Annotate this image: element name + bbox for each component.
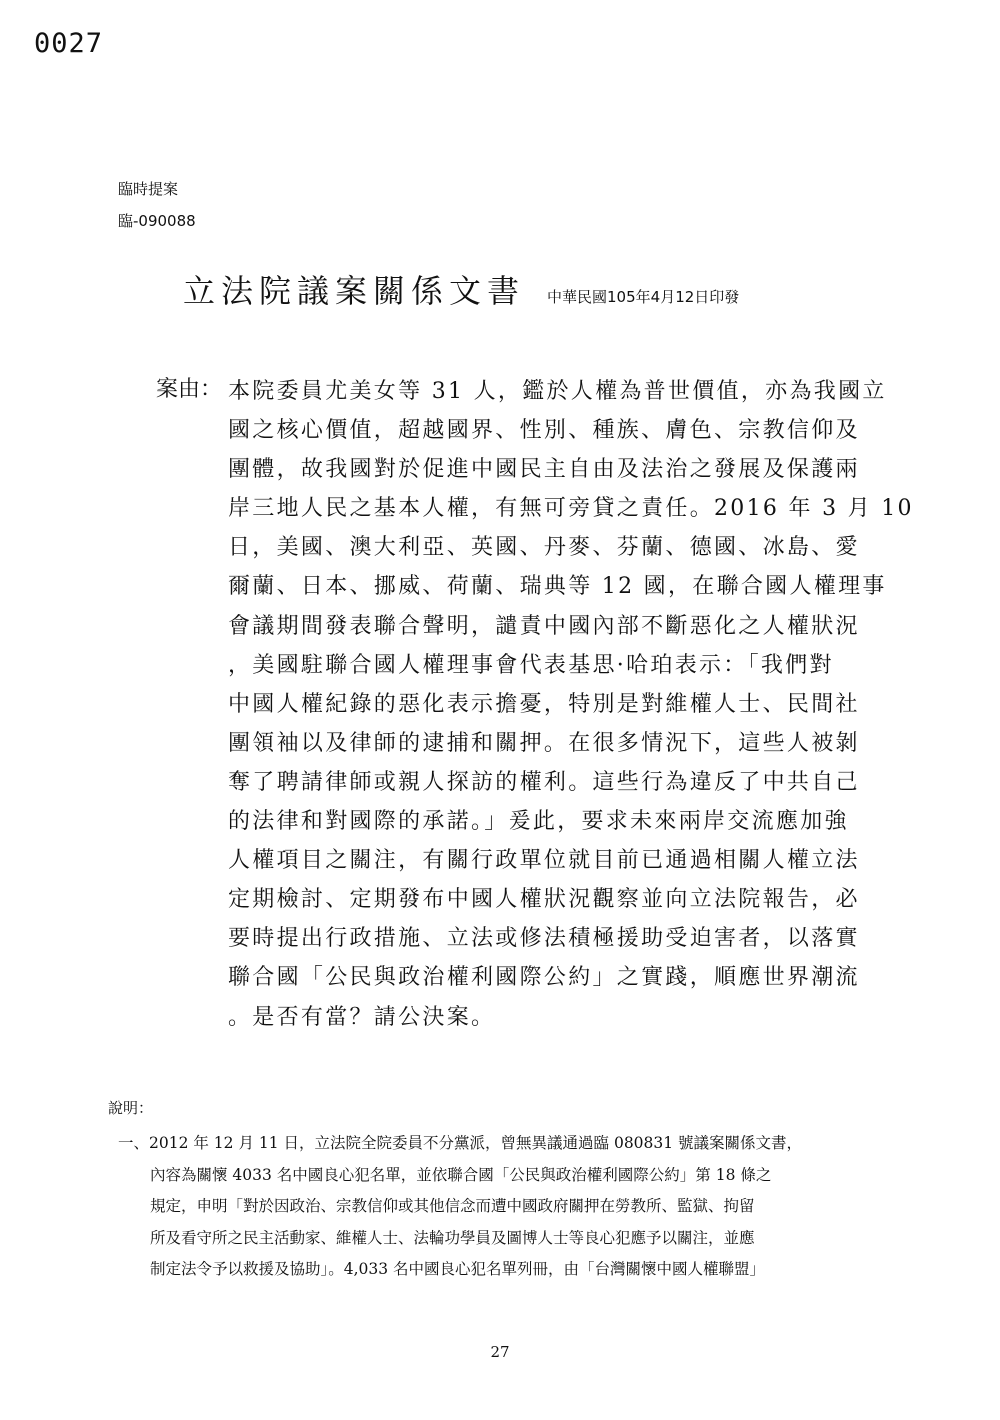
case-text-line: 本院委員尤美女等 31 人，鑑於人權為普世價值，亦為我國立	[228, 379, 887, 404]
explanation-text-line: 內容為關懷 4033 名中國良心犯名單，並依聯合國「公民與政治權利國際公約」第 18 條之	[150, 1165, 772, 1184]
title-row	[183, 266, 739, 312]
case-text-line: 的法律和對國際的承諾。」爰此，要求未來兩岸交流應加強	[228, 809, 849, 835]
case-text-line: 中國人權紀錄的惡化表示擔憂，特別是對維權人士、民間社	[228, 691, 860, 717]
proposal-type: 臨時提案	[118, 180, 179, 198]
case-text-line: 人權項目之關注，有關行政單位就目前已通過相關人權立法	[228, 848, 860, 874]
case-text-line: 團體，故我國對於促進中國民主自由及法治之發展及保護兩	[228, 457, 860, 483]
corner-document-number: 0027	[34, 28, 104, 59]
case-text-line: 爾蘭、日本、挪威、荷蘭、瑞典等 12 國，在聯合國人權理事	[228, 574, 887, 600]
case-text	[228, 372, 914, 1037]
document-title: 立法院議案關係文書	[183, 272, 526, 310]
case-text-line: 岸三地人民之基本人權，有無可旁貸之責任。2016 年 3 月 10	[228, 496, 914, 522]
case-text-line: ，美國駐聯合國人權理事會代表基思·哈珀表示：「我們對	[228, 652, 834, 678]
case-text-line: 。是否有當？請公決案。	[228, 1004, 496, 1030]
explanation-text-line: 規定，申明「對於因政治、宗教信仰或其他信念而遭中國政府關押在勞教所、監獄、拘留	[150, 1197, 755, 1215]
page-number: 27	[490, 1343, 510, 1361]
explanation-heading: 說明：	[108, 1099, 154, 1117]
explanation-text-line: 制定法令予以救援及協助」。4,033 名中國良心犯名單列冊，由「台灣關懷中國人權聯盟」	[150, 1260, 766, 1278]
case-text-line: 要時提出行政措施、立法或修法積極援助受迫害者，以落實	[228, 926, 860, 952]
case-text-line: 團領袖以及律師的逮捕和關押。在很多情況下，這些人被剝	[228, 730, 860, 756]
case-text-line: 國之核心價值，超越國界、性別、種族、膚色、宗教信仰及	[228, 418, 860, 444]
issue-date: 中華民國105年4月12日印發	[547, 288, 740, 306]
proposal-number: 臨-090088	[118, 212, 196, 230]
case-text-line: 奪了聘請律師或親人探訪的權利。這些行為違反了中共自己	[228, 769, 860, 795]
explanation-text-line: 一、2012 年 12 月 11 日，立法院全院委員不分黨派，曾無異議通過臨 080831 號議案關係文書，	[118, 1134, 803, 1152]
case-text-line: 會議期間發表聯合聲明，譴責中國內部不斷惡化之人權狀況	[228, 613, 860, 639]
case-text-line: 定期檢討、定期發布中國人權狀況觀察並向立法院報告，必	[228, 887, 860, 913]
explanation-text	[118, 1128, 898, 1286]
case-label: 案由：	[156, 377, 223, 402]
case-text-line: 聯合國「公民與政治權利國際公約」之實踐，順應世界潮流	[228, 965, 860, 991]
case-text-line: 日，美國、澳大利亞、英國、丹麥、芬蘭、德國、冰島、愛	[228, 535, 860, 561]
explanation-text-line: 所及看守所之民主活動家、維權人士、法輪功學員及圖博人士等良心犯應予以關注，並應	[150, 1228, 755, 1247]
